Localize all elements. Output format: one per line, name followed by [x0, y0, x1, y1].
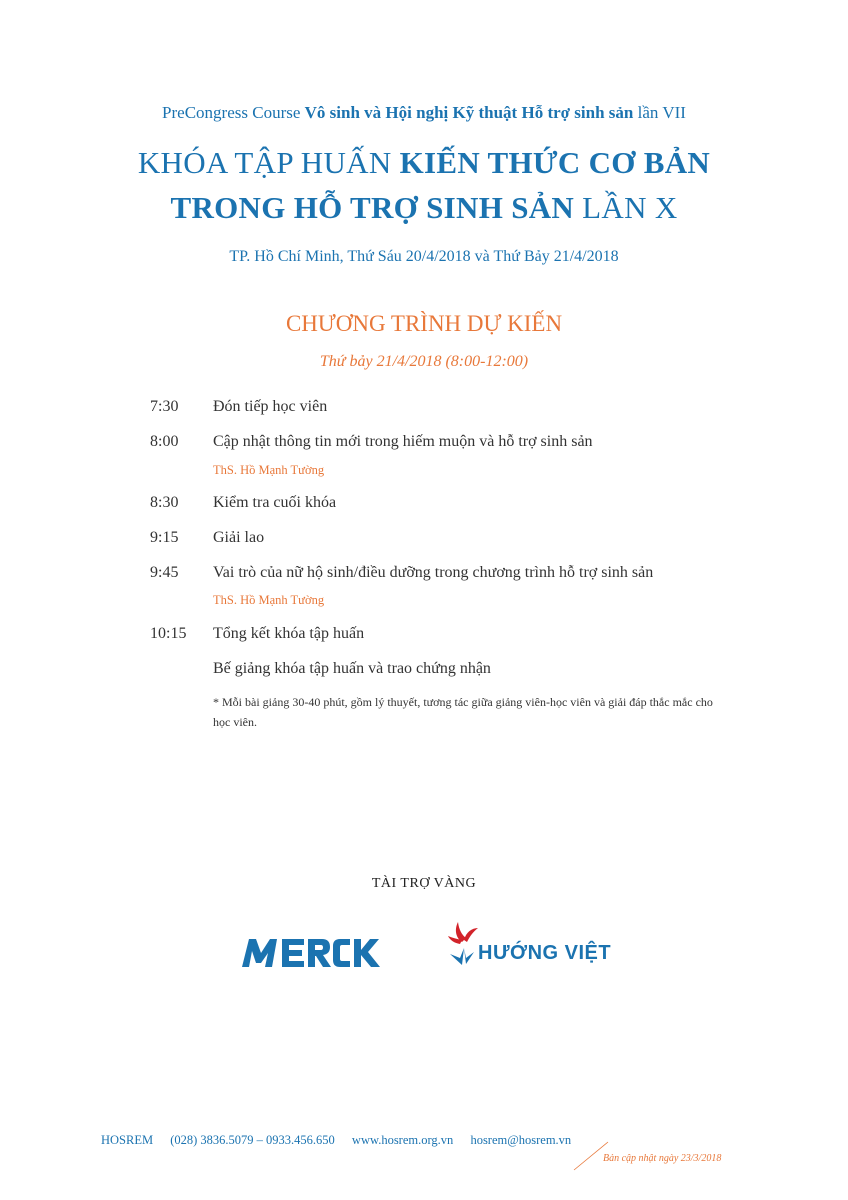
- schedule-speaker: ThS. Hồ Mạnh Tường: [213, 593, 325, 607]
- schedule-footnote: * Mỗi bài giảng 30-40 phút, gồm lý thuyết, tương tác giữa giảng viên-học viên và giải đáp thắc mắc cho học viên.: [213, 695, 713, 729]
- footer-contact: [101, 1133, 585, 1148]
- schedule-date: Thứ bảy 21/4/2018 (8:00-12:00): [319, 353, 529, 370]
- sponsor-label: TÀI TRỢ VÀNG: [371, 876, 477, 891]
- schedule-time: 10:15: [150, 625, 187, 642]
- huong-viet-bird-icon: [448, 918, 480, 971]
- precongress-line: [0, 103, 848, 123]
- footer-phone: (028) 3836.5079 – 0933.456.650: [170, 1133, 335, 1147]
- schedule-time: 8:00: [150, 433, 179, 450]
- precongress-prefix: PreCongress Course: [162, 103, 305, 122]
- schedule-activity: Đón tiếp học viên: [213, 398, 328, 415]
- schedule-activity: Giải lao: [213, 529, 265, 546]
- footer-email[interactable]: hosrem@hosrem.vn: [470, 1133, 572, 1147]
- page-title-line2: [0, 190, 848, 226]
- footer-website[interactable]: www.hosrem.org.vn: [351, 1133, 454, 1147]
- schedule-title: CHƯƠNG TRÌNH DỰ KIẾN: [285, 311, 563, 336]
- precongress-suffix: lần VII: [633, 103, 686, 122]
- schedule-activity: Tổng kết khóa tập huấn: [213, 625, 365, 642]
- page-title-line1: [0, 145, 848, 181]
- title-line2-normal: LẦN X: [574, 190, 678, 225]
- title-line1-normal: KHÓA TẬP HUẤN: [137, 145, 400, 180]
- schedule-time: 9:45: [150, 564, 179, 581]
- title-line2-bold: TRONG HỖ TRỢ SINH SẢN: [170, 190, 575, 225]
- huong-viet-logo-text: HƯỚNG VIỆT: [478, 942, 612, 964]
- schedule-activity: Vai trò của nữ hộ sinh/điều dưỡng trong chương trình hỗ trợ sinh sản: [213, 564, 654, 581]
- merck-logo: [242, 935, 390, 974]
- schedule-time: 8:30: [150, 494, 179, 511]
- schedule-activity: Cập nhật thông tin mới trong hiếm muộn và hỗ trợ sinh sản: [213, 433, 593, 450]
- footer-org: HOSREM: [101, 1133, 154, 1147]
- title-line1-bold: KIẾN THỨC CƠ BẢN: [399, 145, 711, 180]
- schedule-speaker: ThS. Hồ Mạnh Tường: [213, 463, 325, 477]
- schedule-time: 7:30: [150, 398, 179, 415]
- update-date-note: Bản cập nhật ngày 23/3/2018: [603, 1153, 722, 1164]
- precongress-course-name: Vô sinh và Hội nghị Kỹ thuật Hỗ trợ sinh sản: [304, 103, 634, 122]
- schedule-activity: Bế giảng khóa tập huấn và trao chứng nhận: [213, 660, 491, 677]
- schedule-time: 9:15: [150, 529, 179, 546]
- schedule-activity: Kiểm tra cuối khóa: [213, 494, 337, 511]
- event-location-date: TP. Hồ Chí Minh, Thứ Sáu 20/4/2018 và Thứ Bảy 21/4/2018: [229, 248, 619, 265]
